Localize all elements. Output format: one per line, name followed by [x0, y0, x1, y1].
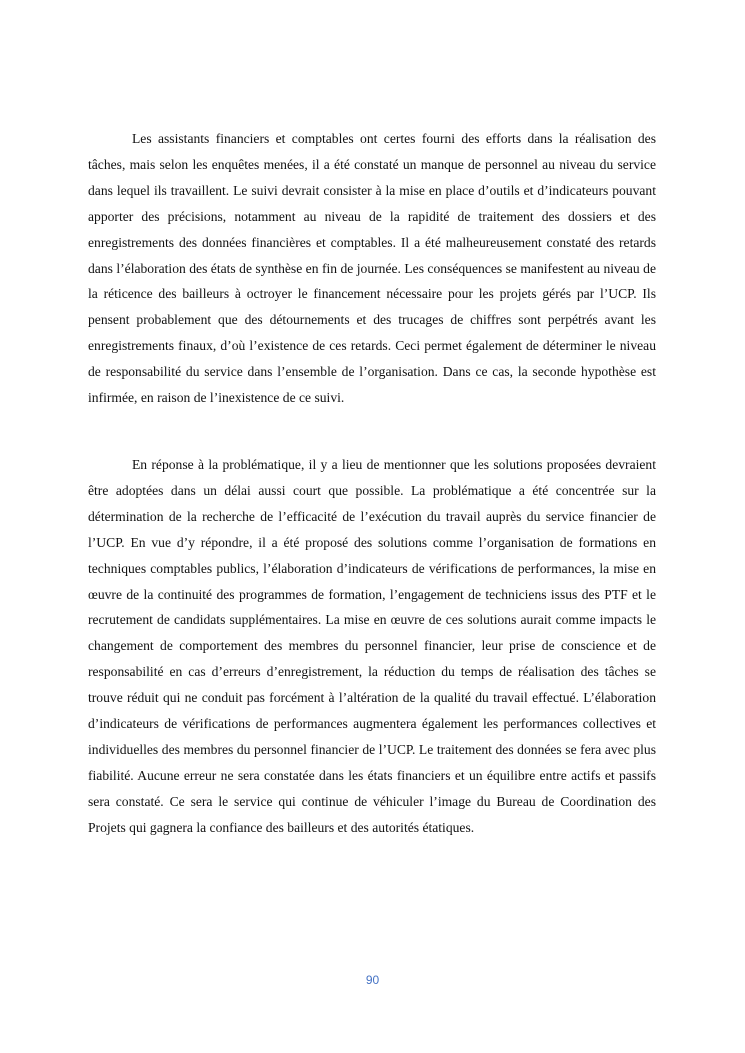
body-paragraph: Les assistants financiers et comptables ont certes fourni des efforts dans la réalisation des tâches, mais selon les enquêtes menées, il a été constaté un manque de personnel au niveau du service dans lequel ils travaillent. Le suivi devrait consister à la mise en place d’outils et d’indicateurs pouvant apporter des précisions, notamment au niveau de la rapidité de traitement des dossiers et des enregistrements des données financières et comptables. Il a été malheureusement constaté des retards dans l’élaboration des états de synthèse en fin de journée. Les conséquences se manifestent au niveau de la réticence des bailleurs à octroyer le financement nécessaire pour les projets gérés par l’UCP. Ils pensent probablement que des détournements et des trucages de chiffres sont perpétrés avant les enregistrements finaux, d’où l’existence de ces retards. Ceci permet également de déterminer le niveau de responsabilité du service dans l’ensemble de l’organisation. Dans ce cas, la seconde hypothèse est infirmée, en raison de l’inexistence de ce suivi.: [88, 131, 656, 406]
body-paragraph: En réponse à la problématique, il y a lieu de mentionner que les solutions proposées devraient être adoptées dans un délai aussi court que possible. La problématique a été concentrée sur la détermination de la recherche de l’efficacité de l’exécution du travail auprès du service financier de l’UCP. En vue d’y répondre, il a été proposé des solutions comme l’organisation de formations en techniques comptables publics, l’élaboration d’indicateurs de vérifications de performances, la mise en œuvre de la continuité des programmes de formation, l’engagement de techniciens issus des PTF et le recrutement de candidats supplémentaires. La mise en œuvre de ces solutions aurait comme impacts le changement de comportement des membres du personnel financier, leur prise de conscience et de responsabilité en cas d’erreurs d’enregistrement, la réduction du temps de réalisation des tâches se trouve réduit qui ne conduit pas forcément à l’altération de la qualité du travail effectué. L’élaboration d’indicateurs de vérifications de performances augmentera également les performances collectives et individuelles des membres du personnel financier de l’UCP. Le traitement des données se fera avec plus fiabilité. Aucune erreur ne sera constatée dans les états financiers et un équilibre entre actifs et passifs sera constaté. Ce sera le service qui continue de véhiculer l’image du Bureau de Coordination des Projets qui gagnera la confiance des bailleurs et des autorités étatiques.: [88, 457, 656, 835]
page-number: 90: [365, 973, 380, 987]
